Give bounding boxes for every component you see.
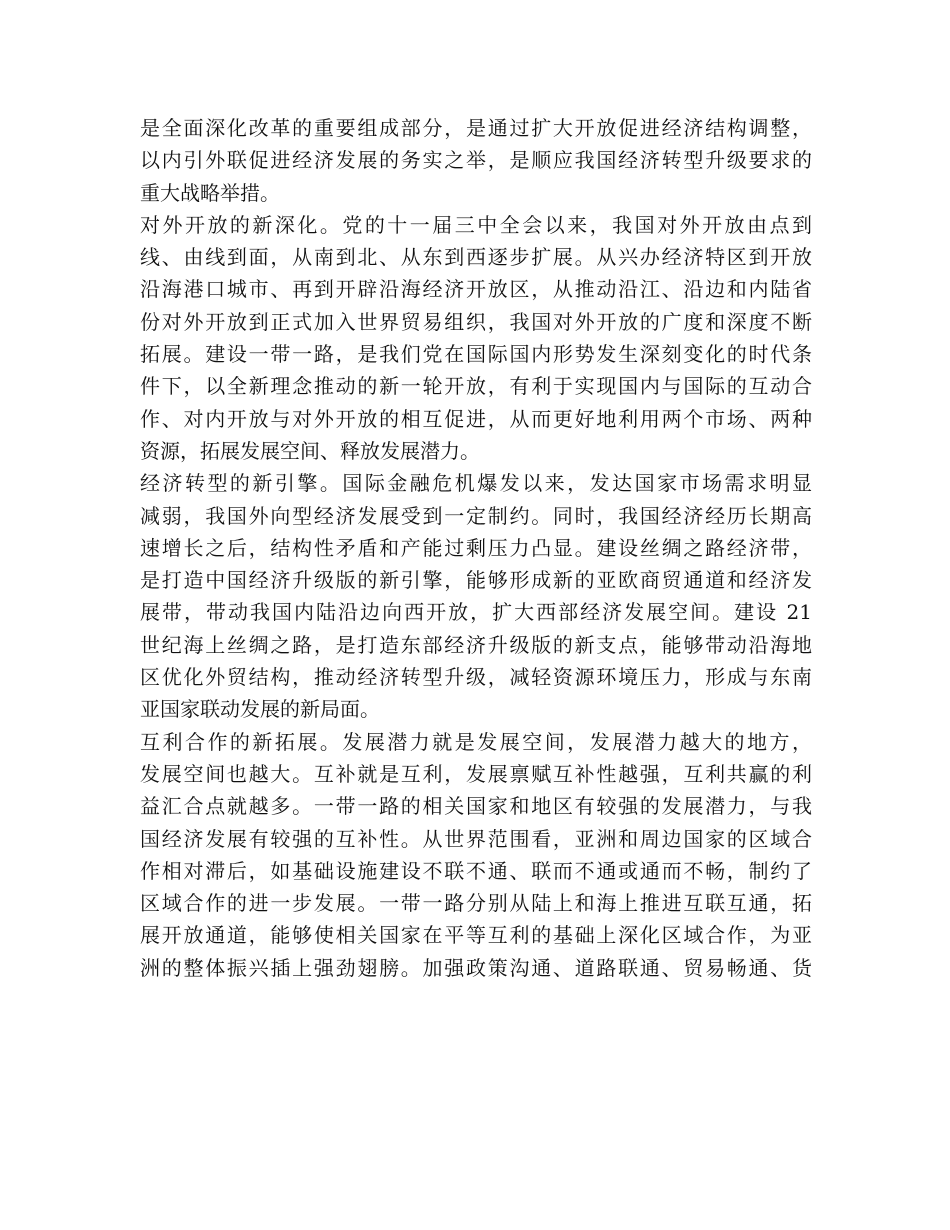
paragraph — [140, 112, 812, 209]
text-line: 发展空间也越大。互补就是互利，发展禀赋互补性越强，互利共赢的利 — [140, 761, 812, 786]
text-line: 展开放通道，能够使相关国家在平等互利的基础上深化区域合作，为亚 — [140, 923, 812, 948]
text-line: 是全面深化改革的重要组成部分，是通过扩大开放促进经济结构调整， — [140, 116, 812, 140]
text-line: 件下，以全新理念推动的新一轮开放，有利于实现国内与国际的互动合 — [140, 374, 812, 399]
text-line: 洲的整体振兴插上强劲翅膀。加强政策沟通、道路联通、贸易畅通、货 — [140, 955, 812, 980]
text-line: 国经济发展有较强的互补性。从世界范围看，亚洲和周边国家的区域合 — [140, 826, 812, 851]
text-line: 拓展。建设一带一路，是我们党在国际国内形势发生深刻变化的时代条 — [140, 342, 812, 367]
text-line: 速增长之后，结构性矛盾和产能过剩压力凸显。建设丝绸之路经济带， — [140, 535, 812, 560]
text-line: 区域合作的进一步发展。一带一路分别从陆上和海上推进互联互通，拓 — [140, 891, 812, 916]
paragraph — [140, 726, 812, 984]
text-line: 沿海港口城市、再到开辟沿海经济开放区，从推动沿江、沿边和内陆省 — [140, 277, 812, 302]
text-line: 互利合作的新拓展。发展潜力就是发展空间，发展潜力越大的地方， — [140, 729, 812, 754]
body-text — [140, 112, 812, 984]
paragraph — [140, 467, 812, 725]
text-line: 份对外开放到正式加入世界贸易组织，我国对外开放的广度和深度不断 — [140, 309, 812, 334]
paragraph — [140, 209, 812, 467]
text-line: 对外开放的新深化。党的十一届三中全会以来，我国对外开放由点到 — [140, 212, 812, 237]
text-line: 减弱，我国外向型经济发展受到一定制约。同时，我国经济经历长期高 — [140, 503, 812, 528]
text-line: 是打造中国经济升级版的新引擎，能够形成新的亚欧商贸通道和经济发 — [140, 568, 812, 593]
text-line: 重大战略举措。 — [140, 180, 280, 205]
text-line: 益汇合点就越多。一带一路的相关国家和地区有较强的发展潜力，与我 — [140, 794, 812, 819]
text-line: 作相对滞后，如基础设施建设不联不通、联而不通或通而不畅，制约了 — [140, 858, 812, 883]
text-line: 亚国家联动发展的新局面。 — [140, 697, 380, 722]
text-line: 线、由线到面，从南到北、从东到西逐步扩展。从兴办经济特区到开放 — [140, 245, 812, 270]
text-line: 展带，带动我国内陆沿边向西开放，扩大西部经济发展空间。建设 21 — [140, 600, 812, 625]
text-line: 资源，拓展发展空间、释放发展潜力。 — [140, 438, 480, 463]
text-line: 经济转型的新引擎。国际金融危机爆发以来，发达国家市场需求明显 — [140, 471, 812, 496]
text-line: 世纪海上丝绸之路，是打造东部经济升级版的新支点，能够带动沿海地 — [140, 632, 812, 657]
text-line: 以内引外联促进经济发展的务实之举，是顺应我国经济转型升级要求的 — [140, 148, 812, 173]
text-line: 作、对内开放与对外开放的相互促进，从而更好地利用两个市场、两种 — [140, 406, 812, 431]
text-line: 区优化外贸结构，推动经济转型升级，减轻资源环境压力，形成与东南 — [140, 665, 812, 690]
